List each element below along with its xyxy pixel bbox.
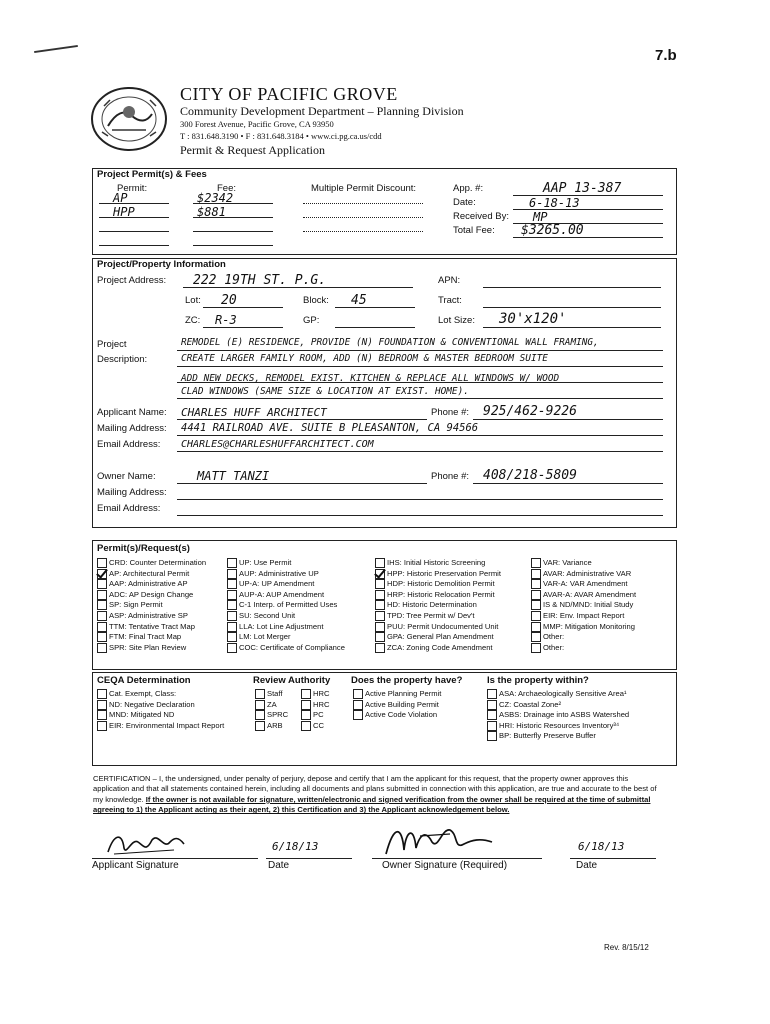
- review-item: [255, 700, 301, 711]
- permit-checkbox-spr-site-plan-review[interactable]: [97, 643, 107, 653]
- permit-item: [531, 579, 673, 590]
- property-have-list: [353, 689, 481, 721]
- permit-item: [531, 558, 673, 569]
- permit-item: [227, 632, 373, 643]
- permit-checkbox-is-nd-mnd-initial-study[interactable]: [531, 600, 541, 610]
- permit-column-3: [375, 558, 527, 653]
- review-label: CC: [313, 720, 324, 730]
- owner-name-value: MATT TANZI: [197, 469, 270, 483]
- permit-checkbox-up-use-permit[interactable]: [227, 558, 237, 568]
- permit-item: [227, 622, 373, 633]
- permit-item: [531, 643, 673, 654]
- review-item: [301, 721, 345, 732]
- project-address-value: 222 19TH ST. P.G.: [193, 273, 327, 288]
- permit-column-4: [531, 558, 673, 653]
- description-line-4[interactable]: [177, 398, 663, 399]
- owner-signature[interactable]: [380, 820, 500, 860]
- email-address-value: CHARLES@CHARLESHUFFARCHITECT.COM: [181, 439, 374, 450]
- property-have-item: [353, 689, 481, 700]
- property-within-checkbox-asa-archaeologically-sensitive-area[interactable]: [487, 689, 497, 699]
- gp-label: GP:: [303, 315, 320, 326]
- total-fee-label: Total Fee:: [453, 225, 495, 236]
- owner-name-line[interactable]: [177, 483, 427, 484]
- permit-label: AVAR: Administrative VAR: [543, 568, 632, 578]
- review-checkbox-pc[interactable]: [301, 710, 311, 720]
- permit-column-label: Permit:: [117, 183, 148, 194]
- permit-item: [375, 600, 527, 611]
- ceqa-checkbox-cat-exempt-class[interactable]: [97, 689, 107, 699]
- property-within-heading: Is the property within?: [487, 675, 589, 686]
- applicant-date-value: 6/18/13: [272, 840, 319, 853]
- permit-checkbox-other[interactable]: [531, 643, 541, 653]
- owner-signature-label: Owner Signature (Required): [382, 860, 508, 871]
- permit-item: [375, 643, 527, 654]
- ceqa-heading: CEQA Determination: [97, 675, 191, 686]
- property-within-checkbox-asbs-drainage-into-asbs-watershed[interactable]: [487, 710, 497, 720]
- property-within-item: [487, 721, 675, 732]
- review-authority-heading: Review Authority: [253, 675, 331, 686]
- app-number-label: App. #:: [453, 183, 484, 194]
- property-have-item: [353, 710, 481, 721]
- review-checkbox-sprc[interactable]: [255, 710, 265, 720]
- permit-item: [375, 590, 527, 601]
- review-label: HRC: [313, 689, 330, 698]
- permit-item: [375, 632, 527, 643]
- fee-value-2: $881: [197, 205, 226, 219]
- permit-checkbox-su-second-unit[interactable]: [227, 611, 237, 621]
- permit-item: [531, 611, 673, 622]
- permit-item: [227, 569, 373, 580]
- total-fee-value: $3265.00: [521, 223, 584, 238]
- permit-label: PUU: Permit Undocumented Unit: [387, 621, 499, 631]
- permit-item: [375, 579, 527, 590]
- ceqa-item: [97, 710, 247, 721]
- fee-row-3[interactable]: [193, 231, 273, 232]
- property-within-item: [487, 731, 675, 742]
- permits-requests-heading: Permit(s)/Request(s): [97, 543, 190, 554]
- review-label: ZA: [267, 699, 277, 709]
- fee-value-1: $2342: [197, 191, 234, 205]
- permit-item: [97, 590, 223, 601]
- permit-label: GPA: General Plan Amendment: [387, 632, 494, 642]
- permit-label: SPR: Site Plan Review: [109, 642, 187, 652]
- permit-item: [375, 622, 527, 633]
- owner-date-label: Date: [576, 860, 598, 871]
- property-have-checkbox-active-code-violation[interactable]: [353, 710, 363, 720]
- lot-size-label: Lot Size:: [438, 315, 475, 326]
- property-within-item: [487, 710, 675, 721]
- owner-name-label: Owner Name:: [97, 471, 156, 482]
- permit-item: [375, 569, 527, 580]
- permit-item: [531, 632, 673, 643]
- permit-item: [227, 643, 373, 654]
- permit-item: [531, 569, 673, 580]
- permit-checkbox-aap-administrative-ap[interactable]: [97, 579, 107, 589]
- permit-item: [97, 569, 223, 580]
- permit-checkbox-var-variance[interactable]: [531, 558, 541, 568]
- permit-label: AAP: Administrative AP: [109, 579, 188, 589]
- zc-line[interactable]: [203, 327, 283, 328]
- permit-item: [375, 611, 527, 622]
- permit-checkbox-aup-administrative-up[interactable]: [227, 569, 237, 579]
- permit-checkbox-hdp-historic-demolition-permit[interactable]: [375, 579, 385, 589]
- permit-column-2: [227, 558, 373, 653]
- permit-label: FTM: Final Tract Map: [109, 632, 182, 642]
- permit-row-4[interactable]: [99, 245, 169, 246]
- review-checkbox-hrc[interactable]: [301, 689, 311, 699]
- tract-line[interactable]: [483, 307, 661, 308]
- block-value: 45: [351, 293, 367, 308]
- review-authority-list: [255, 689, 345, 731]
- permit-label: LLA: Lot Line Adjustment: [239, 621, 324, 631]
- permit-checkbox-zca-zoning-code-amendment[interactable]: [375, 643, 385, 653]
- permit-label: IHS: Initial Historic Screening: [387, 558, 486, 567]
- property-within-label: ASA: Archaeologically Sensitive Area¹: [499, 689, 627, 698]
- lot-size-value: 30'x120': [499, 311, 567, 327]
- permit-item: [227, 600, 373, 611]
- tract-label: Tract:: [438, 295, 462, 306]
- permit-label: AUP-A: AUP Amendment: [239, 589, 325, 599]
- permit-checkbox-lla-lot-line-adjustment[interactable]: [227, 622, 237, 632]
- permit-checkbox-ttm-tentative-tract-map[interactable]: [97, 622, 107, 632]
- permit-checkbox-other[interactable]: [531, 632, 541, 642]
- permit-label: EIR: Env. Impact Report: [543, 610, 625, 620]
- applicant-phone-line[interactable]: [473, 419, 663, 420]
- owner-signature-line: [372, 858, 542, 859]
- permit-checkbox-puu-permit-undocumented-unit[interactable]: [375, 622, 385, 632]
- permit-label: ZCA: Zoning Code Amendment: [387, 642, 493, 652]
- permit-label: AP: Architectural Permit: [109, 568, 190, 578]
- apn-label: APN:: [438, 275, 461, 286]
- permit-column-1: [97, 558, 223, 653]
- applicant-name-line[interactable]: [177, 419, 427, 420]
- review-checkbox-za[interactable]: [255, 700, 265, 710]
- review-label: HRC: [313, 699, 330, 709]
- received-by-value: MP: [533, 210, 548, 224]
- permit-item: [97, 643, 223, 654]
- review-label: PC: [313, 710, 324, 720]
- owner-mailing-label: Mailing Address:: [97, 487, 167, 498]
- date-label: Date:: [453, 197, 476, 208]
- permit-label: AUP: Administrative UP: [239, 568, 319, 578]
- property-have-checkbox-active-planning-permit[interactable]: [353, 689, 363, 699]
- determination-section: [92, 672, 677, 766]
- property-within-label: ASBS: Drainage into ASBS Watershed: [499, 710, 630, 720]
- permit-label: TTM: Tentative Tract Map: [109, 621, 195, 631]
- permit-label: MMP: Mitigation Monitoring: [543, 621, 636, 631]
- permit-item: [227, 558, 373, 569]
- permit-label: VAR-A: VAR Amendment: [543, 579, 628, 589]
- permit-row-1[interactable]: [99, 203, 169, 204]
- permit-label: TPD: Tree Permit w/ Dev't: [387, 610, 475, 620]
- property-within-item: [487, 689, 675, 700]
- permit-row-3[interactable]: [99, 231, 169, 232]
- review-label: ARB: [267, 720, 283, 730]
- property-have-label: Active Planning Permit: [365, 689, 442, 698]
- applicant-phone-label: Phone #:: [431, 407, 470, 418]
- block-line[interactable]: [335, 307, 415, 308]
- mailing-address-value: 4441 RAILROAD AVE. SUITE B PLEASANTON, CA 94566: [181, 422, 479, 434]
- review-item: [255, 721, 301, 732]
- review-label: Staff: [267, 689, 283, 698]
- permit-checkbox-adc-ap-design-change[interactable]: [97, 590, 107, 600]
- email-address-label: Email Address:: [97, 439, 161, 450]
- permit-label: UP: Use Permit: [239, 558, 292, 567]
- permit-checkbox-hd-historic-determination[interactable]: [375, 600, 385, 610]
- description-text-2: CREATE LARGER FAMILY ROOM, ADD (N) BEDROOM & MASTER BEDROOM SUITE: [181, 353, 548, 364]
- department-contact: T : 831.648.3190 • F : 831.648.3184 • www.ci.pg.ca.us/cdd: [180, 131, 382, 141]
- ceqa-label: EIR: Environmental Impact Report: [109, 720, 225, 730]
- lot-label: Lot:: [185, 295, 201, 306]
- description-text-1: REMODEL (E) RESIDENCE, PROVIDE (N) FOUNDATION & CONVENTIONAL WALL FRAMING,: [181, 337, 599, 348]
- permit-label: CRD: Counter Determination: [109, 558, 207, 567]
- ceqa-checkbox-eir-environmental-impact-report[interactable]: [97, 721, 107, 731]
- fee-column-label: Fee:: [217, 183, 237, 194]
- permit-checkbox-ftm-final-tract-map[interactable]: [97, 632, 107, 642]
- city-title: CITY OF PACIFIC GROVE: [180, 84, 398, 104]
- permit-checkbox-sp-sign-permit[interactable]: [97, 600, 107, 610]
- owner-email-label: Email Address:: [97, 503, 161, 514]
- review-checkbox-staff[interactable]: [255, 689, 265, 699]
- permit-item: [97, 632, 223, 643]
- fees-section: [92, 168, 677, 255]
- property-have-item: [353, 700, 481, 711]
- ceqa-label: MND: Mitigated ND: [109, 710, 175, 720]
- permit-checkbox-lm-lot-merger[interactable]: [227, 632, 237, 642]
- property-have-label: Active Building Permit: [365, 699, 439, 709]
- property-within-checkbox-bp-butterfly-preserve-buffer[interactable]: [487, 731, 497, 741]
- permit-item: [97, 558, 223, 569]
- property-have-label: Active Code Violation: [365, 710, 438, 720]
- permit-checkbox-mmp-mitigation-monitoring[interactable]: [531, 622, 541, 632]
- applicant-date-label: Date: [268, 860, 290, 871]
- property-within-checkbox-hri-historic-resources-inventory[interactable]: [487, 721, 497, 731]
- permit-label: LM: Lot Merger: [239, 632, 291, 642]
- review-checkbox-cc[interactable]: [301, 721, 311, 731]
- permit-item: [97, 579, 223, 590]
- property-within-label: CZ: Coastal Zone²: [499, 699, 562, 709]
- project-heading: Project/Property Information: [97, 259, 226, 270]
- mailing-address-line[interactable]: [177, 435, 663, 436]
- permit-label: C-1 Interp. of Permitted Uses: [239, 600, 338, 610]
- permit-label: SU: Second Unit: [239, 610, 296, 620]
- permit-label: HDP: Historic Demolition Permit: [387, 579, 495, 589]
- description-text-4: CLAD WINDOWS (SAME SIZE & LOCATION AT EXIST. HOME).: [181, 386, 469, 397]
- review-item: [301, 700, 345, 711]
- permit-label: HD: Historic Determination: [387, 600, 477, 610]
- block-label: Block:: [303, 295, 329, 306]
- permit-checkbox-up-a-up-amendment[interactable]: [227, 579, 237, 589]
- property-within-label: HRI: Historic Resources Inventory³⁴: [499, 720, 620, 730]
- permit-label: ADC: AP Design Change: [109, 589, 194, 599]
- multiple-discount-label: Multiple Permit Discount:: [311, 183, 417, 194]
- permit-label: ASP: Administrative SP: [109, 610, 188, 620]
- discount-row-2[interactable]: [303, 217, 423, 218]
- review-item: [255, 710, 301, 721]
- ceqa-checkbox-nd-negative-declaration[interactable]: [97, 700, 107, 710]
- ceqa-item: [97, 700, 247, 711]
- permit-checkbox-hpp-historic-preservation-permit[interactable]: [375, 569, 385, 579]
- permit-checkbox-tpd-tree-permit-w-dev-t[interactable]: [375, 611, 385, 621]
- property-have-heading: Does the property have?: [351, 675, 463, 686]
- owner-email-line[interactable]: [177, 515, 663, 516]
- description-line-1[interactable]: [177, 350, 663, 351]
- page-number: 7.b: [655, 47, 677, 64]
- discount-row-1[interactable]: [303, 203, 423, 204]
- permit-checkbox-eir-env-impact-report[interactable]: [531, 611, 541, 621]
- permit-label: HRP: Historic Relocation Permit: [387, 589, 495, 599]
- description-line-2[interactable]: [177, 366, 663, 367]
- applicant-name-label: Applicant Name:: [97, 407, 167, 418]
- gp-line[interactable]: [335, 327, 415, 328]
- permit-checkbox-gpa-general-plan-amendment[interactable]: [375, 632, 385, 642]
- lot-line[interactable]: [203, 307, 283, 308]
- permit-checkbox-avar-a-avar-amendment[interactable]: [531, 590, 541, 600]
- permit-label: Other:: [543, 632, 565, 642]
- permit-label: AVAR-A: AVAR Amendment: [543, 589, 637, 599]
- form-title: Permit & Request Application: [180, 143, 325, 157]
- owner-phone-value: 408/218-5809: [483, 468, 577, 483]
- review-checkbox-arb[interactable]: [255, 721, 265, 731]
- received-by-label: Received By:: [453, 211, 509, 222]
- permit-checkbox-ap-architectural-permit[interactable]: [97, 569, 107, 579]
- permit-item: [531, 622, 673, 633]
- discount-row-3[interactable]: [303, 231, 423, 232]
- applicant-signature[interactable]: [104, 828, 194, 860]
- zc-value: R-3: [215, 313, 237, 327]
- applicant-phone-value: 925/462-9226: [483, 404, 577, 419]
- applicant-signature-line: [92, 858, 258, 859]
- owner-phone-line[interactable]: [473, 483, 663, 484]
- permit-item: [97, 622, 223, 633]
- description-text-3: ADD NEW DECKS, REMODEL EXIST. KITCHEN & REPLACE ALL WINDOWS W/ WOOD: [181, 373, 560, 384]
- ceqa-checkbox-mnd-mitigated-nd[interactable]: [97, 710, 107, 720]
- permit-checkbox-avar-administrative-var[interactable]: [531, 569, 541, 579]
- review-checkbox-hrc[interactable]: [301, 700, 311, 710]
- permit-item: [531, 590, 673, 601]
- review-label: SPRC: [267, 710, 289, 720]
- applicant-name-value: CHARLES HUFF ARCHITECT: [181, 406, 327, 419]
- property-within-list: [487, 689, 675, 742]
- department-name: Community Development Department – Planning Division: [180, 104, 464, 118]
- revision-date: Rev. 8/15/12: [604, 943, 649, 952]
- certification-owner-clause: If the owner is not available for signature, written/electronic and signed verification from the owner shall be required at the time of submittal agreeing to 1) the Applicant acting as their agent, 2) this Certification and 3) the Applicant acknowledgement below.: [93, 794, 651, 815]
- permit-item: [227, 611, 373, 622]
- permit-item: [227, 590, 373, 601]
- property-within-checkbox-cz-coastal-zone[interactable]: [487, 700, 497, 710]
- certification-body: CERTIFICATION – I, the undersigned, under penalty of perjury, depose and certify that I am the applicant for this request, that the property owner approves this application and that all statements contained herein, including all documents and plans submitted in connection with this application, are true and accurate to the best of my knowledge.: [93, 774, 657, 804]
- permit-checkbox-coc-certificate-of-compliance[interactable]: [227, 643, 237, 653]
- review-item: [301, 710, 345, 721]
- permit-item: [375, 558, 527, 569]
- owner-date-value: 6/18/13: [578, 840, 625, 853]
- permit-value-2: HPP: [113, 205, 135, 219]
- lot-value: 20: [221, 293, 237, 308]
- permit-label: IS & ND/MND: Initial Study: [543, 600, 634, 610]
- project-section: [92, 258, 677, 528]
- lot-size-line[interactable]: [483, 327, 661, 328]
- owner-date-line: [570, 858, 656, 859]
- permit-label: Other:: [543, 642, 565, 652]
- permit-checkbox-asp-administrative-sp[interactable]: [97, 611, 107, 621]
- zc-label: ZC:: [185, 315, 201, 326]
- email-address-line[interactable]: [177, 451, 663, 452]
- permit-item: [227, 579, 373, 590]
- description-label-1: Project: [97, 339, 127, 350]
- applicant-signature-label: Applicant Signature: [92, 860, 179, 871]
- ceqa-label: Cat. Exempt, Class:: [109, 689, 177, 698]
- project-address-label: Project Address:: [97, 275, 167, 286]
- property-within-label: BP: Butterfly Preserve Buffer: [499, 731, 596, 741]
- city-seal: [90, 86, 168, 152]
- permit-value-1: AP: [113, 191, 128, 205]
- review-item: [255, 689, 301, 700]
- review-item: [301, 689, 345, 700]
- certification-text: [93, 774, 659, 816]
- owner-mailing-line[interactable]: [177, 499, 663, 500]
- date-value: 6-18-13: [529, 196, 580, 210]
- ceqa-list: [97, 689, 247, 731]
- permit-label: VAR: Variance: [543, 558, 592, 567]
- ceqa-label: ND: Negative Declaration: [109, 699, 195, 709]
- margin-mark: [34, 45, 78, 53]
- apn-line[interactable]: [483, 287, 661, 288]
- department-address: 300 Forest Avenue, Pacific Grove, CA 93950: [180, 119, 334, 129]
- permit-label: SP: Sign Permit: [109, 600, 163, 610]
- owner-phone-label: Phone #:: [431, 471, 470, 482]
- permit-item: [97, 600, 223, 611]
- permits-requests-section: [92, 540, 677, 670]
- permit-checkbox-var-a-var-amendment[interactable]: [531, 579, 541, 589]
- fees-heading: Project Permit(s) & Fees: [97, 169, 207, 180]
- permit-checkbox-hrp-historic-relocation-permit[interactable]: [375, 590, 385, 600]
- permit-checkbox-c-1-interp-of-permitted-uses[interactable]: [227, 600, 237, 610]
- ceqa-item: [97, 721, 247, 732]
- ceqa-item: [97, 689, 247, 700]
- property-have-checkbox-active-building-permit[interactable]: [353, 700, 363, 710]
- property-within-item: [487, 700, 675, 711]
- applicant-date-line: [266, 858, 352, 859]
- permit-item: [531, 600, 673, 611]
- permit-item: [97, 611, 223, 622]
- app-number-value: AAP 13-387: [543, 181, 622, 196]
- permit-label: HPP: Historic Preservation Permit: [387, 568, 501, 578]
- permit-checkbox-aup-a-aup-amendment[interactable]: [227, 590, 237, 600]
- description-label-2: Description:: [97, 354, 148, 365]
- permit-label: UP-A: UP Amendment: [239, 579, 315, 589]
- fee-row-4[interactable]: [193, 245, 273, 246]
- mailing-address-label: Mailing Address:: [97, 423, 167, 434]
- permit-label: COC: Certificate of Compliance: [239, 642, 345, 652]
